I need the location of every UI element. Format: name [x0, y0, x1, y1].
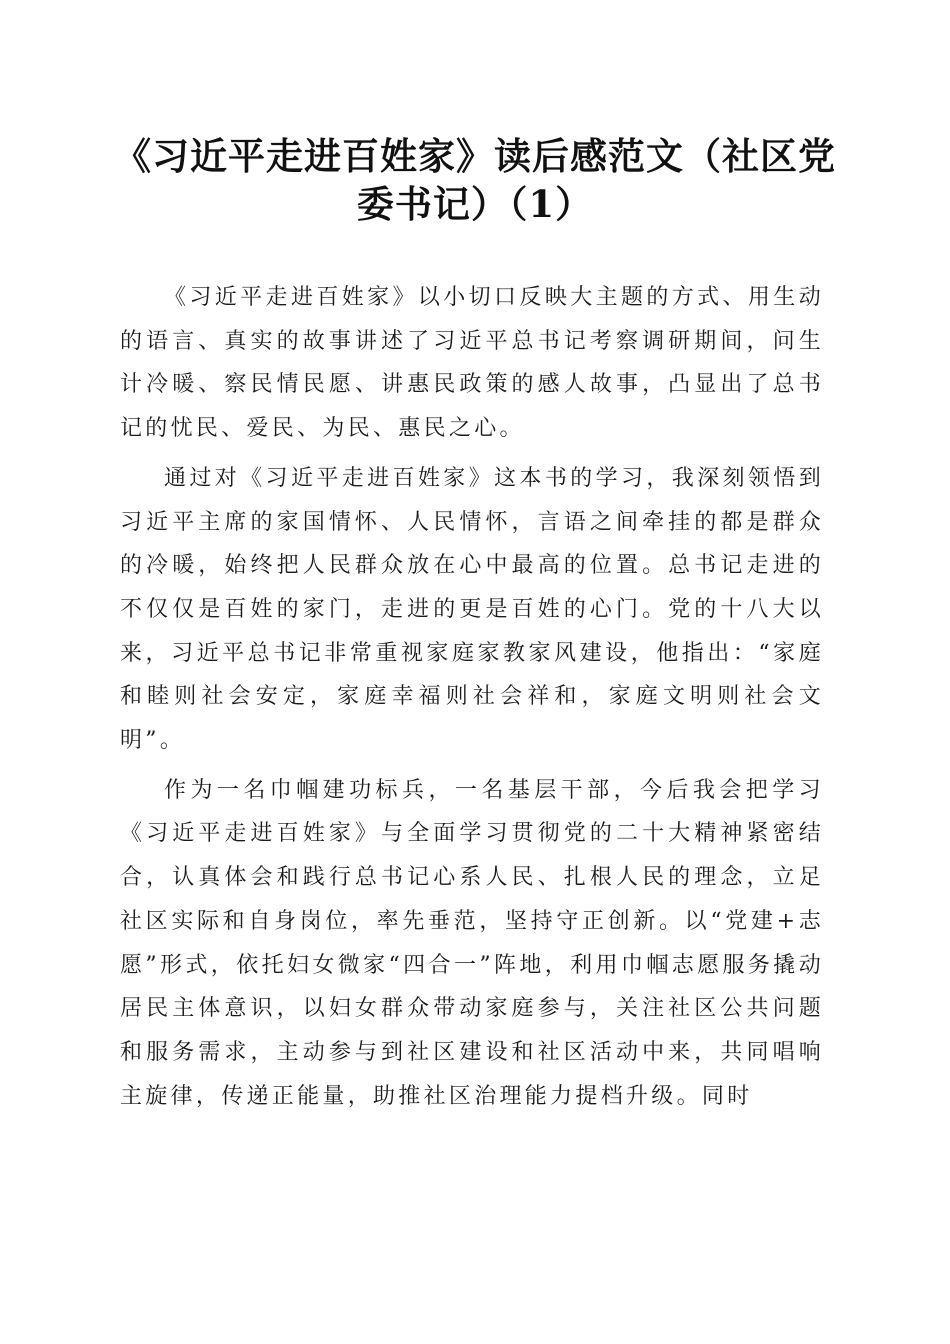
- document-title: 《习近平走进百姓家》读后感范文（社区党委书记）（1）: [114, 134, 836, 226]
- body-paragraph: 《习近平走进百姓家》以小切口反映大主题的方式、用生动的语言、真实的故事讲述了习近平总书记考察调研期间，问生计冷暖、察民情民愿、讲惠民政策的感人故事，凸显出了总书记的忧民、爱民、为民、惠民之心。: [120, 285, 824, 442]
- document-body: [120, 276, 824, 1124]
- body-paragraph: 通过对《习近平走进百姓家》这本书的学习，我深刻领悟到习近平主席的家国情怀、人民情怀，言语之间牵挂的都是群众的冷暖，始终把人民群众放在心中最高的位置。总书记走进的不仅仅是百姓的家门，走进的更是百姓的心门。党的十八大以来，习近平总书记非常重视家庭家教家风建设，他指出：“家庭和睦则社会安定，家庭幸福则社会祥和，家庭文明则社会文明”。: [120, 465, 824, 754]
- body-paragraph: 作为一名巾帼建功标兵，一名基层干部，今后我会把学习《习近平走进百姓家》与全面学习贯彻党的二十大精神紧密结合，认真体会和践行总书记心系人民、扎根人民的理念，立足社区实际和自身岗位，率先垂范，坚持守正创新。以“党建+志愿”形式，依托妇女微家“四合一”阵地，利用巾帼志愿服务撬动居民主体意识，以妇女群众带动家庭参与，关注社区公共问题和服务需求，主动参与到社区建设和社区活动中来，共同唱响主旋律，传递正能量，助推社区治理能力提档升级。同时: [120, 777, 824, 1109]
